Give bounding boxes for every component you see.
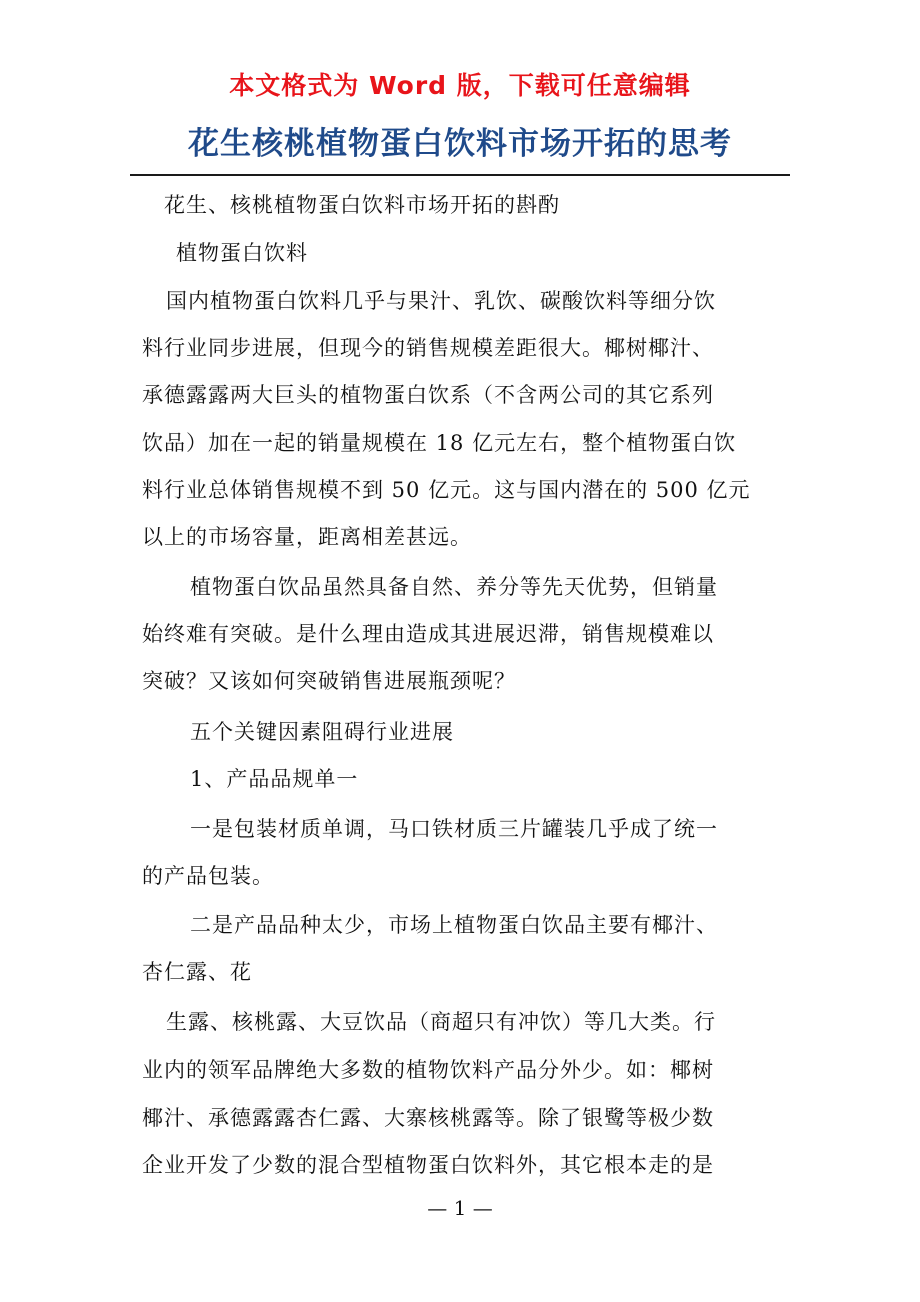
body-line: 生露、核桃露、大豆饮品（商超只有冲饮）等几大类。行 [166, 1010, 716, 1034]
body-line: 以上的市场容量，距离相差甚远。 [142, 525, 472, 549]
body-line: 椰汁、承德露露杏仁露、大寨核桃露等。除了银鹭等极少数 [142, 1106, 714, 1130]
page-number: — 1 — [427, 1196, 493, 1220]
body-line: 二是产品品种太少，市场上植物蛋白饮品主要有椰汁、 [190, 913, 718, 937]
format-notice-banner: 本文格式为 Word 版，下载可任意编辑 [229, 71, 691, 100]
section-heading: 五个关键因素阻碍行业进展 [190, 720, 454, 744]
body-line: 一是包装材质单调，马口铁材质三片罐装几乎成了统一 [190, 817, 718, 841]
body-line: 饮品）加在一起的销量规模在 18 亿元左右，整个植物蛋白饮 [142, 431, 737, 455]
body-line: 的产品包装。 [142, 864, 274, 888]
body-line: 突破？又该如何突破销售进展瓶颈呢？ [142, 669, 516, 693]
body-line: 国内植物蛋白饮料几乎与果汁、乳饮、碳酸饮料等细分饮 [166, 289, 716, 313]
title-divider [130, 174, 790, 176]
subsection-heading: 1、产品品规单一 [190, 767, 359, 791]
body-line: 杏仁露、花 [142, 960, 252, 984]
body-line: 始终难有突破。是什么理由造成其进展迟滞，销售规模难以 [142, 622, 714, 646]
document-title: 花生核桃植物蛋白饮料市场开拓的思考 [188, 126, 732, 162]
body-line: 料行业同步进展，但现今的销售规模差距很大。椰树椰汁、 [142, 336, 714, 360]
body-line: 植物蛋白饮料 [176, 241, 308, 265]
body-line: 业内的领军品牌绝大多数的植物饮料产品分外少。如：椰树 [142, 1058, 714, 1082]
body-line: 料行业总体销售规模不到 50 亿元。这与国内潜在的 500 亿元 [142, 478, 751, 502]
body-line: 承德露露两大巨头的植物蛋白饮系（不含两公司的其它系列 [142, 383, 714, 407]
body-line: 花生、核桃植物蛋白饮料市场开拓的斟酌 [164, 193, 560, 217]
body-line: 植物蛋白饮品虽然具备自然、养分等先天优势，但销量 [190, 575, 718, 599]
body-line: 企业开发了少数的混合型植物蛋白饮料外，其它根本走的是 [142, 1153, 714, 1177]
